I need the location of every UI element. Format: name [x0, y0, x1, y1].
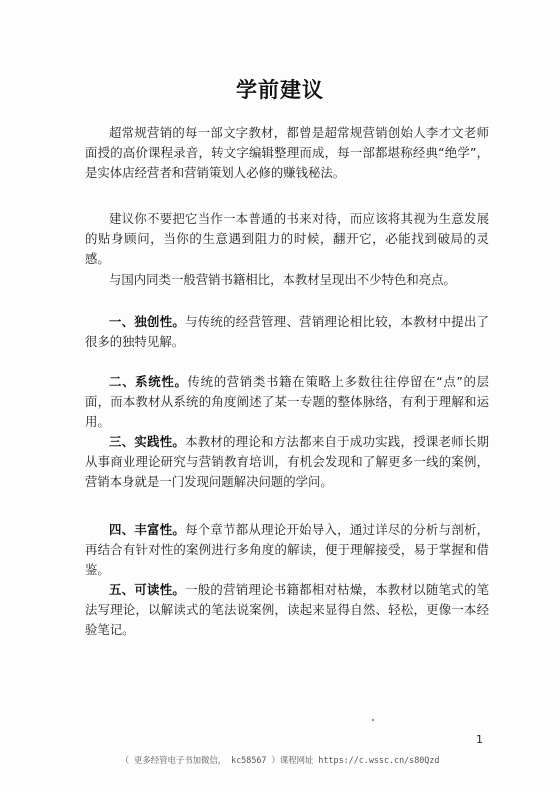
paragraph-text: 建议你不要把它当作一本普通的书来对待，而应该将其视为生意发展的贴身顾问，当你的生意遇到阻力的时候，翻开它，必能找到破局的灵感。	[85, 211, 489, 266]
feature-heading: 四、丰富性。	[109, 522, 186, 537]
feature-readability	[85, 580, 489, 640]
paragraph-text: 与国内同类一般营销书籍相比，本教材呈现出不少特色和亮点。	[109, 272, 456, 287]
scan-dot	[372, 719, 374, 721]
paragraph-text: 每个章节都从理论开始导入，通过详尽的分析与剖析，再结合有针对性的案例进行多角度的解读，便于理解接受，易于掌握和借鉴。	[85, 522, 490, 577]
feature-systematic	[85, 372, 489, 432]
feature-practicality	[85, 432, 489, 492]
paragraph-text: 与传统的经营管理、营销理论相比较，本教材中提出了很多的独特见解。	[85, 314, 490, 349]
paragraph-text: 超常规营销的每一部文字教材，都曾是超常规营销创始人李才文老师面授的高价课程录音，转文字编辑整理而成，每一部都堪称经典“绝学”，是实体店经营者和营销策划人必修的赚钱秘法。	[85, 125, 489, 180]
intro-paragraph	[85, 123, 489, 183]
feature-originality	[85, 312, 489, 352]
page-number: 1	[476, 733, 483, 746]
feature-richness	[85, 520, 489, 580]
paragraph-text: 传统的营销类书籍在策略上多数往往停留在“点”的层面，而本教材从系统的角度阐述了某一专题的整体脉络，有利于理解和运用。	[85, 374, 489, 429]
feature-heading: 一、独创性。	[109, 314, 186, 329]
footer-note: （ 更多经管电子书加微信， kc58567 ）课程网址 https://c.wssc.cn/s80Qzd	[120, 755, 440, 765]
page-title: 学前建议	[236, 78, 324, 102]
feature-heading: 三、实践性。	[109, 434, 186, 449]
feature-heading: 二、系统性。	[109, 374, 188, 389]
paragraph-text: 一般的营销理论书籍都相对枯燥，本教材以随笔式的笔法写理论，以解读式的笔法说案例，读起来显得自然、轻松，更像一本经验笔记。	[85, 582, 490, 637]
paragraph-text: 本教材的理论和方法都来自于成功实践，授课老师长期从事商业理论研究与营销教育培训，有机会发现和了解更多一线的案例，营销本身就是一门发现问题解决问题的学问。	[85, 434, 490, 489]
feature-heading: 五、可读性。	[109, 582, 186, 597]
suggestion-paragraph	[85, 209, 489, 269]
comparison-paragraph	[85, 270, 489, 290]
